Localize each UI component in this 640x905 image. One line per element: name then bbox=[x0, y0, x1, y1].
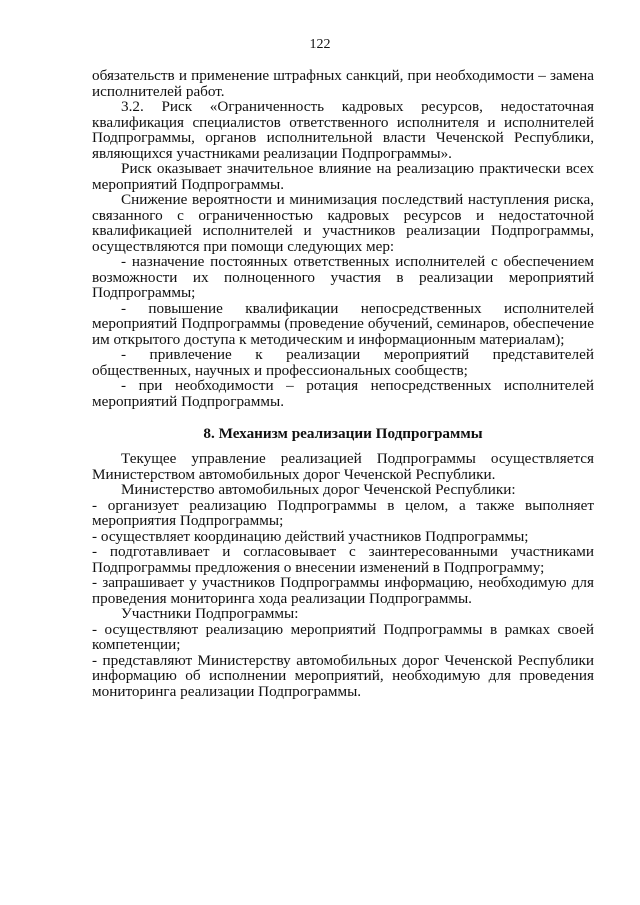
section-heading: 8. Механизм реализации Подпрограммы bbox=[203, 425, 483, 442]
list-item-organizes: - организует реализацию Подпрограммы в целом, а также выполняет мероприятия Подпрограммы; bbox=[92, 496, 594, 529]
paragraph-obligations: обязательств и применение штрафных санкций, при необходимости – замена исполнителей работ. bbox=[92, 67, 594, 100]
list-item-rotation: - при необходимости – ротация непосредственных исполнителей мероприятий Подпрограммы. bbox=[92, 377, 594, 410]
list-item-involve-communities: - привлечение к реализации мероприятий представителей общественных, научных и профессиональных сообществ; bbox=[92, 346, 594, 379]
paragraph-risk-influence: Риск оказывает значительное влияние на реализацию практически всех мероприятий Подпрограммы. bbox=[92, 160, 594, 193]
list-item-prepares-changes: - подготавливает и согласовывает с заинтересованными участниками Подпрограммы предложения о внесении изменений в Подпрограмму; bbox=[92, 543, 594, 576]
list-item-report: - представляют Министерству автомобильных дорог Чеченской Республики информацию об исполнении мероприятий, необходимую для проведения мониторинга реализации Подпрограммы. bbox=[92, 651, 594, 700]
list-item-requests-info: - запрашивает у участников Подпрограммы информацию, необходимую для проведения мониторинга хода реализации Подпрограммы. bbox=[92, 574, 594, 607]
paragraph-risk-3-2: 3.2. Риск «Ограниченность кадровых ресурсов, недостаточная квалификация специалистов ответственного исполнителя и исполнителей Подпрограммы, органов исполнительной власти Чеченской Республики, являющихся участниками реализации Подпрограммы». bbox=[92, 98, 594, 162]
list-item-qualification: - повышение квалификации непосредственных исполнителей мероприятий Подпрограммы (проведение обучений, семинаров, обеспечение им открытого доступа к методическим и информационным материалам); bbox=[92, 299, 594, 348]
document-body bbox=[92, 68, 594, 699]
page-number: 122 bbox=[309, 37, 331, 52]
paragraph-ministry: Министерство автомобильных дорог Чеченской Республики: bbox=[121, 481, 516, 498]
list-item-implement: - осуществляют реализацию мероприятий Подпрограммы в рамках своей компетенции; bbox=[92, 620, 594, 653]
list-item-appoint-executors: - назначение постоянных ответственных исполнителей с обеспечением возможности их полноценного участия в реализации мероприятий Подпрограммы; bbox=[92, 253, 594, 301]
paragraph-participants: Участники Подпрограммы: bbox=[121, 605, 299, 622]
list-item-coordinates: - осуществляет координацию действий участников Подпрограммы; bbox=[92, 527, 529, 545]
paragraph-risk-mitigation: Снижение вероятности и минимизация последствий наступления риска, связанного с ограниченностью кадровых ресурсов и недостаточной квалификацией исполнителей и участников реализации Подпрограммы, осуществляются при помощи следующих мер: bbox=[92, 191, 594, 255]
paragraph-current-management: Текущее управление реализацией Подпрограммы осуществляется Министерством автомобильных дорог Чеченской Республики. bbox=[92, 450, 594, 483]
